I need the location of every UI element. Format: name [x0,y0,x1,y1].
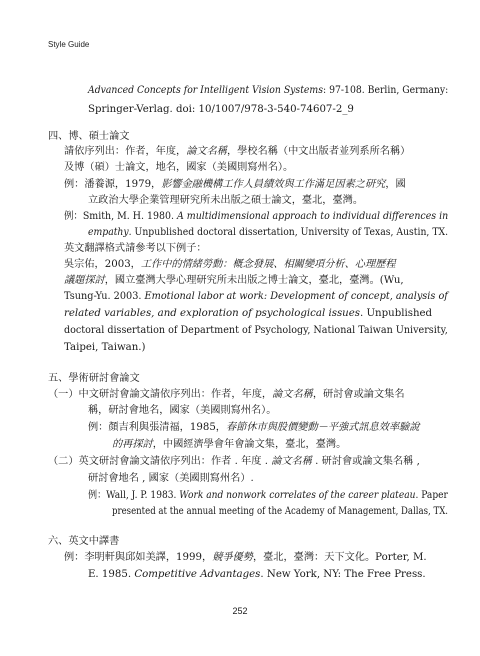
section-5-english-example-line-2: presented at the annual meeting of the Academy of Management, Dallas, TX. [112,506,449,517]
example-text: Tsung-Yu. 2003. [64,291,145,302]
example-title: 影響金融機構工作人員績效與工作滿足因素之研究 [161,179,386,190]
section-4-example-1-line-1 [64,178,406,191]
section-5-english-rule-line-2: 研討會地名 , 國家（美國則寫州名）. [88,473,254,484]
example-text: . Paper [415,490,448,501]
section-5-english-rule-line-1 [48,455,420,468]
example-text: . Unpublished [360,308,433,319]
example-text: ，國立臺灣大學心理研究所未出版之博士論文，臺北，臺灣。(Wu, [104,275,404,286]
section-6-heading: 六、英文中譯書 [48,536,120,547]
example-title: A multidimensional approach to individual differences in [176,211,449,222]
section-4-translation-line-3 [64,290,448,303]
example-title: empathy [88,227,129,238]
example-title: 的再探討 [112,439,153,450]
section-4-translation-line-6: Taipei, Taiwan.) [64,342,146,353]
example-title: 工作中的情緒勞動：概念發展、相關變項分析、心理歷程 [140,259,396,270]
example-title: Competitive Advantages [134,569,261,580]
section-5-chinese-rule-line-2: 稱，研討會地名，國家（美國則寫州名）。 [88,405,277,416]
example-title: 競爭優勢 [212,552,253,563]
rule-text: . 研討會或論文集名稱 , [311,456,420,467]
section-4-rule-line-1 [64,145,410,158]
section-5-chinese-rule-line-1 [48,388,405,401]
rule-text: 請依序列出：作者，年度， [64,146,187,157]
example-title: Emotional labor at work: Development of concept, analysis of [144,291,448,302]
example-text: . New York, NY: The Free Press. [260,569,426,580]
section-4-translation-line-5: doctoral dissertation of Department of Psychology, National Taiwan University, [64,325,448,336]
reference-continuation-line-2: Springer-Verlag. doi: 10/1007/978-3-540-74607-2_9 [88,104,354,115]
example-text: 例：潘養源，1979， [64,179,162,190]
example-text: 例：顏吉利與張清福，1985， [88,422,226,433]
section-4-translation-line-4 [64,307,432,320]
section-4-translation-line-1 [64,258,396,271]
page-number: 252 [232,606,248,616]
example-text: 例：Wall, J. P. 1983. [88,490,180,501]
rule-title-term: 論文名稱 [272,389,313,400]
section-4-example-1-line-2: 立政治大學企業管理研究所未出版之碩士論文，臺北，臺灣。 [88,195,364,206]
section-4-translation-rule: 英文翻譯格式請參考以下例子： [64,243,207,254]
example-title: 議題探討 [64,275,105,286]
rule-title-term: 論文名稱 [186,146,227,157]
section-4-example-2-line-1 [64,210,448,223]
example-title: 春節休市與股價變動－平強式訊息效率驗說 [226,422,420,433]
rule-text: ，研討會或論文集名 [312,389,405,400]
example-text: . Unpublished doctoral dissertation, University of Texas, Austin, TX. [128,227,449,238]
section-5-heading: 五、學術研討會論文 [48,373,140,384]
example-text: ，臺北，臺灣：天下文化。Porter, M. [252,552,427,563]
example-text: E. 1985. [88,569,135,580]
example-title: Work and nonwork correlates of the career plateau [179,490,416,501]
section-6-example-line-2 [88,568,426,581]
section-5-chinese-example-line-2 [112,438,346,451]
section-4-translation-line-2 [64,274,404,287]
section-4-heading: 四、博、碩士論文 [48,131,130,142]
example-text: ，中國經濟學會年會論文集，臺北，臺灣。 [152,439,347,450]
section-6-example-line-1 [64,551,427,564]
reference-title: Advanced Concepts for Intelligent Vision Systems [88,85,323,96]
section-4-rule-line-2: 及博（碩）士論文，地名，國家（美國則寫州名）。 [64,162,294,173]
reference-details: : 97-108. Berlin, Germany: [322,85,449,96]
section-4-example-2-line-2 [88,226,448,239]
rule-text: （二）英文研討會論文請依序列出：作者 . 年度 . [48,456,272,467]
example-text: 例：李明軒與邱如美譯，1999， [64,552,213,563]
example-text: ，國 [385,179,406,190]
rule-text: （一）中文研討會論文請依序列出：作者，年度， [48,389,273,400]
section-5-english-example-line-1 [88,489,448,502]
rule-title-term: 論文名稱 [271,456,312,467]
reference-continuation-line-1 [88,84,448,97]
section-5-chinese-example-line-1 [88,421,420,434]
running-header: Style Guide [48,40,90,49]
example-text: 例：Smith, M. H. 1980. [64,211,177,222]
example-text: 吳宗佑，2003， [64,259,141,270]
rule-text: ，學校名稱（中文出版者並列系所名稱） [227,146,411,157]
example-title: related variables, and exploration of psychological issues [64,308,360,319]
